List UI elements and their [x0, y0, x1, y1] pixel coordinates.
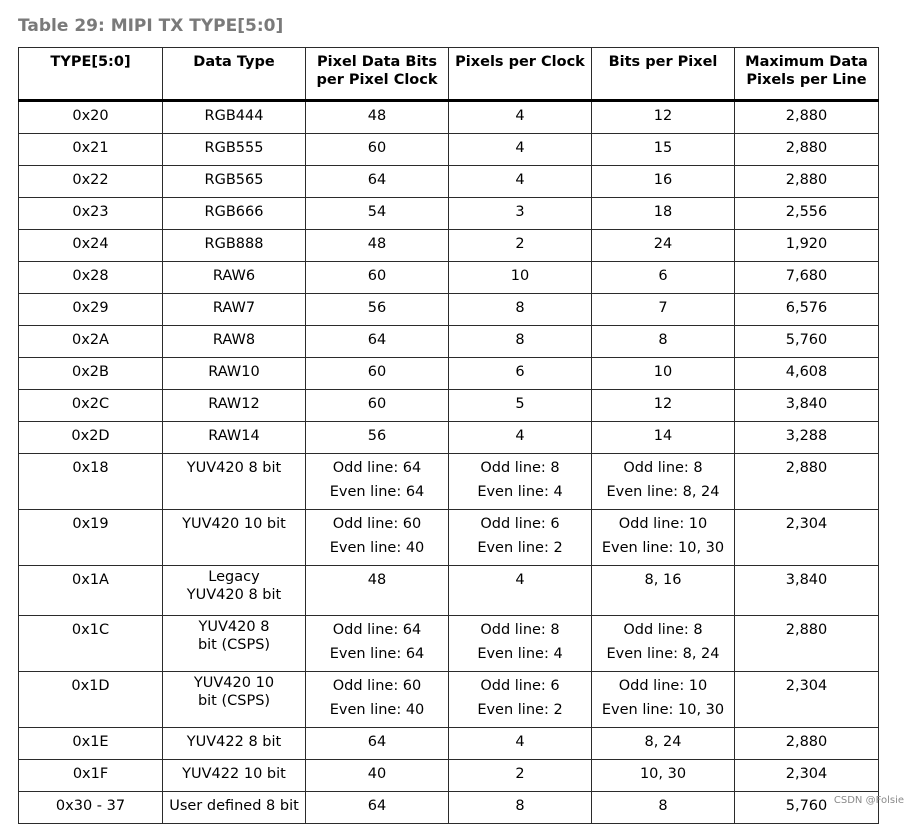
cell-text: 18 — [653, 204, 673, 220]
table-cell — [19, 198, 163, 230]
cell-text: 10, 30 — [639, 766, 687, 782]
table-cell — [592, 198, 735, 230]
table-cell — [306, 510, 449, 566]
cell-text: Odd line: 10 — [618, 516, 708, 532]
cell-text: 0x1E — [72, 734, 109, 750]
table-cell — [449, 101, 592, 134]
cell-text: 0x23 — [72, 204, 109, 220]
cell-text: 0x1F — [72, 766, 109, 782]
table-cell — [163, 294, 306, 326]
table-cell — [449, 566, 592, 616]
cell-text: YUV422 8 bit — [186, 734, 282, 750]
table-cell — [19, 672, 163, 728]
table-cell — [592, 792, 735, 824]
table-cell — [163, 230, 306, 262]
table-row — [19, 198, 879, 230]
table-cell — [592, 358, 735, 390]
cell-text: Odd line: 64 — [332, 622, 422, 638]
cell-text: bit (CSPS) — [197, 693, 271, 709]
table-cell — [306, 454, 449, 510]
table-cell — [306, 101, 449, 134]
header-text: Data Type — [193, 54, 275, 70]
cell-text: 12 — [653, 108, 673, 124]
table-cell — [306, 230, 449, 262]
cell-text: 4,608 — [785, 364, 828, 380]
table-cell — [306, 166, 449, 198]
table-cell — [735, 672, 879, 728]
cell-text: RAW6 — [212, 268, 256, 284]
cell-text: 0x22 — [72, 172, 109, 188]
cell-text: 0x1D — [71, 678, 110, 694]
cell-text: Odd line: 10 — [618, 678, 708, 694]
cell-text: 8 — [515, 798, 525, 814]
table-cell — [735, 454, 879, 510]
cell-text: 3,840 — [785, 572, 828, 588]
table-cell — [592, 672, 735, 728]
cell-text: 24 — [653, 236, 673, 252]
table-row — [19, 728, 879, 760]
cell-text: 60 — [367, 396, 387, 412]
cell-text: 8 — [515, 300, 525, 316]
cell-text: Even line: 10, 30 — [601, 540, 725, 556]
table-row — [19, 510, 879, 566]
cell-text: 2,556 — [785, 204, 828, 220]
cell-text: 64 — [367, 734, 387, 750]
table-cell — [306, 566, 449, 616]
table-cell — [592, 326, 735, 358]
table-cell — [592, 262, 735, 294]
table-cell — [19, 101, 163, 134]
table-row — [19, 422, 879, 454]
cell-text: 4 — [515, 140, 525, 156]
cell-text: Even line: 8, 24 — [606, 484, 720, 500]
table-cell — [449, 792, 592, 824]
cell-text: YUV422 10 bit — [182, 766, 286, 782]
header-type — [19, 48, 163, 101]
table-cell — [306, 198, 449, 230]
cell-text: 8, 16 — [644, 572, 682, 588]
table-cell — [735, 134, 879, 166]
cell-text: Even line: 4 — [477, 646, 563, 662]
table-cell — [592, 390, 735, 422]
table-cell — [449, 390, 592, 422]
table-cell — [163, 728, 306, 760]
cell-text: 0x19 — [72, 516, 109, 532]
cell-text: 8 — [515, 332, 525, 348]
table-cell — [163, 792, 306, 824]
table-row — [19, 616, 879, 672]
cell-text: RAW7 — [212, 300, 256, 316]
header-text: Pixel Data Bits — [317, 54, 437, 70]
cell-text: 54 — [367, 204, 387, 220]
cell-text: Even line: 10, 30 — [601, 702, 725, 718]
table-cell — [449, 166, 592, 198]
table-cell — [592, 230, 735, 262]
cell-text: RGB565 — [204, 172, 264, 188]
table-cell — [306, 134, 449, 166]
cell-text: RGB666 — [204, 204, 264, 220]
table-cell — [163, 166, 306, 198]
cell-text: Even line: 2 — [477, 702, 563, 718]
cell-text: Odd line: 8 — [480, 622, 560, 638]
cell-text: bit (CSPS) — [197, 637, 271, 653]
table-row — [19, 134, 879, 166]
table-cell — [163, 198, 306, 230]
table-cell — [306, 358, 449, 390]
cell-text: 0x29 — [72, 300, 109, 316]
cell-text: 2,880 — [785, 460, 828, 476]
table-cell — [449, 454, 592, 510]
cell-text: YUV420 8 bit — [186, 460, 282, 476]
cell-text: RGB444 — [204, 108, 264, 124]
table-cell — [449, 294, 592, 326]
table-cell — [306, 616, 449, 672]
table-cell — [449, 422, 592, 454]
cell-text: 5 — [515, 396, 525, 412]
table-cell — [306, 294, 449, 326]
header-pixels-per-clock — [449, 48, 592, 101]
cell-text: Odd line: 6 — [480, 516, 560, 532]
header-text: Maximum Data — [745, 54, 868, 70]
cell-text: YUV420 10 — [193, 675, 275, 691]
cell-text: RAW8 — [212, 332, 256, 348]
table-cell — [19, 262, 163, 294]
cell-text: Odd line: 8 — [623, 460, 703, 476]
table-cell — [735, 728, 879, 760]
table-cell — [735, 101, 879, 134]
table-cell — [306, 672, 449, 728]
table-cell — [19, 326, 163, 358]
table-cell — [163, 262, 306, 294]
cell-text: Legacy — [208, 569, 260, 585]
cell-text: 0x18 — [72, 460, 109, 476]
header-bits-per-pixel — [592, 48, 735, 101]
cell-text: RAW14 — [208, 428, 260, 444]
table-cell — [19, 566, 163, 616]
header-text: Bits per Pixel — [608, 54, 718, 70]
table-row — [19, 566, 879, 616]
cell-text: 6,576 — [785, 300, 828, 316]
cell-text: 8 — [658, 332, 668, 348]
table-cell — [306, 390, 449, 422]
cell-text: 0x20 — [72, 108, 109, 124]
table-cell — [163, 454, 306, 510]
table-cell — [449, 510, 592, 566]
table-cell — [163, 760, 306, 792]
table-cell — [592, 454, 735, 510]
table-cell — [735, 262, 879, 294]
cell-text: 2,880 — [785, 108, 828, 124]
cell-text: 60 — [367, 268, 387, 284]
table-row — [19, 760, 879, 792]
cell-text: Even line: 64 — [329, 646, 425, 662]
table-cell — [19, 728, 163, 760]
header-max-data-pixels — [735, 48, 879, 101]
table-row — [19, 294, 879, 326]
table-cell — [19, 134, 163, 166]
cell-text: Even line: 2 — [477, 540, 563, 556]
cell-text: 12 — [653, 396, 673, 412]
table-cell — [163, 616, 306, 672]
table-row — [19, 262, 879, 294]
cell-text: RGB555 — [204, 140, 264, 156]
table-cell — [449, 760, 592, 792]
cell-text: 0x2D — [71, 428, 110, 444]
table-row — [19, 358, 879, 390]
header-text: Pixels per Line — [746, 72, 867, 88]
cell-text: Odd line: 8 — [480, 460, 560, 476]
cell-text: 0x1A — [72, 572, 109, 588]
table-cell — [163, 101, 306, 134]
cell-text: 0x2A — [72, 332, 109, 348]
cell-text: 7 — [658, 300, 668, 316]
cell-text: 15 — [653, 140, 673, 156]
table-cell — [19, 166, 163, 198]
table-cell — [19, 510, 163, 566]
table-row — [19, 390, 879, 422]
cell-text: RAW12 — [208, 396, 260, 412]
cell-text: 2 — [515, 236, 525, 252]
cell-text: 56 — [367, 300, 387, 316]
table-row — [19, 101, 879, 134]
table-cell — [163, 134, 306, 166]
table-cell — [449, 134, 592, 166]
table-cell — [19, 230, 163, 262]
cell-text: 4 — [515, 734, 525, 750]
cell-text: 0x30 - 37 — [55, 798, 126, 814]
cell-text: 3 — [515, 204, 525, 220]
table-cell — [735, 166, 879, 198]
cell-text: Even line: 40 — [329, 702, 425, 718]
cell-text: 6 — [658, 268, 668, 284]
table-cell — [449, 198, 592, 230]
table-cell — [306, 760, 449, 792]
cell-text: 60 — [367, 140, 387, 156]
cell-text: 2,304 — [785, 766, 828, 782]
table-cell — [735, 390, 879, 422]
table-cell — [449, 672, 592, 728]
table-cell — [306, 262, 449, 294]
table-row — [19, 454, 879, 510]
cell-text: RGB888 — [204, 236, 264, 252]
table-cell — [735, 566, 879, 616]
header-text: per Pixel Clock — [316, 72, 438, 88]
cell-text: 2,304 — [785, 516, 828, 532]
cell-text: 64 — [367, 798, 387, 814]
cell-text: 4 — [515, 572, 525, 588]
table-cell — [163, 672, 306, 728]
table-cell — [592, 616, 735, 672]
cell-text: Odd line: 6 — [480, 678, 560, 694]
table-cell — [19, 616, 163, 672]
cell-text: Even line: 64 — [329, 484, 425, 500]
cell-text: 0x21 — [72, 140, 109, 156]
table-cell — [592, 422, 735, 454]
cell-text: 8, 24 — [644, 734, 682, 750]
cell-text: 48 — [367, 236, 387, 252]
cell-text: 3,288 — [785, 428, 828, 444]
table-cell — [735, 326, 879, 358]
table-cell — [163, 422, 306, 454]
cell-text: 0x24 — [72, 236, 109, 252]
table-cell — [592, 101, 735, 134]
cell-text: 60 — [367, 364, 387, 380]
cell-text: 10 — [510, 268, 530, 284]
table-cell — [306, 326, 449, 358]
table-cell — [592, 134, 735, 166]
cell-text: 10 — [653, 364, 673, 380]
cell-text: 2,880 — [785, 140, 828, 156]
table-cell — [592, 510, 735, 566]
cell-text: Odd line: 64 — [332, 460, 422, 476]
table-cell — [735, 294, 879, 326]
table-cell — [306, 728, 449, 760]
cell-text: 2,880 — [785, 622, 828, 638]
header-text: Pixels per Clock — [455, 54, 585, 70]
table-row — [19, 672, 879, 728]
table-cell — [163, 326, 306, 358]
cell-text: 4 — [515, 428, 525, 444]
cell-text: 2,304 — [785, 678, 828, 694]
cell-text: 0x2B — [72, 364, 109, 380]
table-row — [19, 166, 879, 198]
cell-text: Odd line: 8 — [623, 622, 703, 638]
table-cell — [163, 566, 306, 616]
table-cell — [735, 760, 879, 792]
table-cell — [449, 230, 592, 262]
cell-text: YUV420 8 bit — [186, 587, 282, 603]
cell-text: Even line: 40 — [329, 540, 425, 556]
table-caption: Table 29: MIPI TX TYPE[5:0] — [18, 16, 284, 36]
cell-text: YUV420 8 — [198, 619, 270, 635]
cell-text: Odd line: 60 — [332, 678, 422, 694]
cell-text: 6 — [515, 364, 525, 380]
table-cell — [306, 792, 449, 824]
table-cell — [735, 358, 879, 390]
cell-text: 56 — [367, 428, 387, 444]
table-cell — [449, 616, 592, 672]
table-cell — [592, 294, 735, 326]
cell-text: 3,840 — [785, 396, 828, 412]
cell-text: 48 — [367, 108, 387, 124]
cell-text: 0x1C — [71, 622, 110, 638]
table-cell — [735, 198, 879, 230]
cell-text: 64 — [367, 172, 387, 188]
table-cell — [735, 422, 879, 454]
table-cell — [449, 358, 592, 390]
table-cell — [592, 760, 735, 792]
cell-text: 64 — [367, 332, 387, 348]
table-row — [19, 230, 879, 262]
cell-text: 2 — [515, 766, 525, 782]
cell-text: 48 — [367, 572, 387, 588]
table-cell — [19, 358, 163, 390]
table-header-row — [19, 48, 879, 101]
table-cell — [163, 358, 306, 390]
watermark: CSDN @Folsie — [833, 795, 904, 806]
cell-text: 5,760 — [785, 332, 828, 348]
table-cell — [306, 422, 449, 454]
table-cell — [592, 166, 735, 198]
table-cell — [19, 454, 163, 510]
cell-text: 2,880 — [785, 172, 828, 188]
cell-text: 0x2C — [71, 396, 110, 412]
cell-text: RAW10 — [208, 364, 260, 380]
cell-text: 14 — [653, 428, 673, 444]
cell-text: 4 — [515, 108, 525, 124]
cell-text: YUV420 10 bit — [182, 516, 286, 532]
cell-text: 1,920 — [785, 236, 828, 252]
table-cell — [449, 262, 592, 294]
cell-text: Odd line: 60 — [332, 516, 422, 532]
table-cell — [19, 760, 163, 792]
cell-text: 2,880 — [785, 734, 828, 750]
table-cell — [19, 294, 163, 326]
table-row — [19, 326, 879, 358]
mipi-tx-type-table — [18, 47, 879, 824]
cell-text: 8 — [658, 798, 668, 814]
table-cell — [19, 792, 163, 824]
cell-text: 5,760 — [785, 798, 828, 814]
table-cell — [19, 390, 163, 422]
cell-text: User defined 8 bit — [169, 798, 299, 814]
cell-text: 0x28 — [72, 268, 109, 284]
table-cell — [163, 510, 306, 566]
table-body — [19, 101, 879, 824]
table-cell — [592, 728, 735, 760]
cell-text: Even line: 4 — [477, 484, 563, 500]
table-cell — [735, 616, 879, 672]
table-cell — [19, 422, 163, 454]
table-cell — [449, 728, 592, 760]
cell-text: 7,680 — [785, 268, 828, 284]
table-cell — [163, 390, 306, 422]
header-pixel-data-bits — [306, 48, 449, 101]
cell-text: 16 — [653, 172, 673, 188]
table-row — [19, 792, 879, 824]
cell-text: 4 — [515, 172, 525, 188]
cell-text: Even line: 8, 24 — [606, 646, 720, 662]
cell-text: 40 — [367, 766, 387, 782]
table-cell — [735, 230, 879, 262]
table-cell — [735, 510, 879, 566]
table-cell — [592, 566, 735, 616]
header-text: TYPE[5:0] — [50, 54, 131, 70]
header-data-type — [163, 48, 306, 101]
table-cell — [449, 326, 592, 358]
